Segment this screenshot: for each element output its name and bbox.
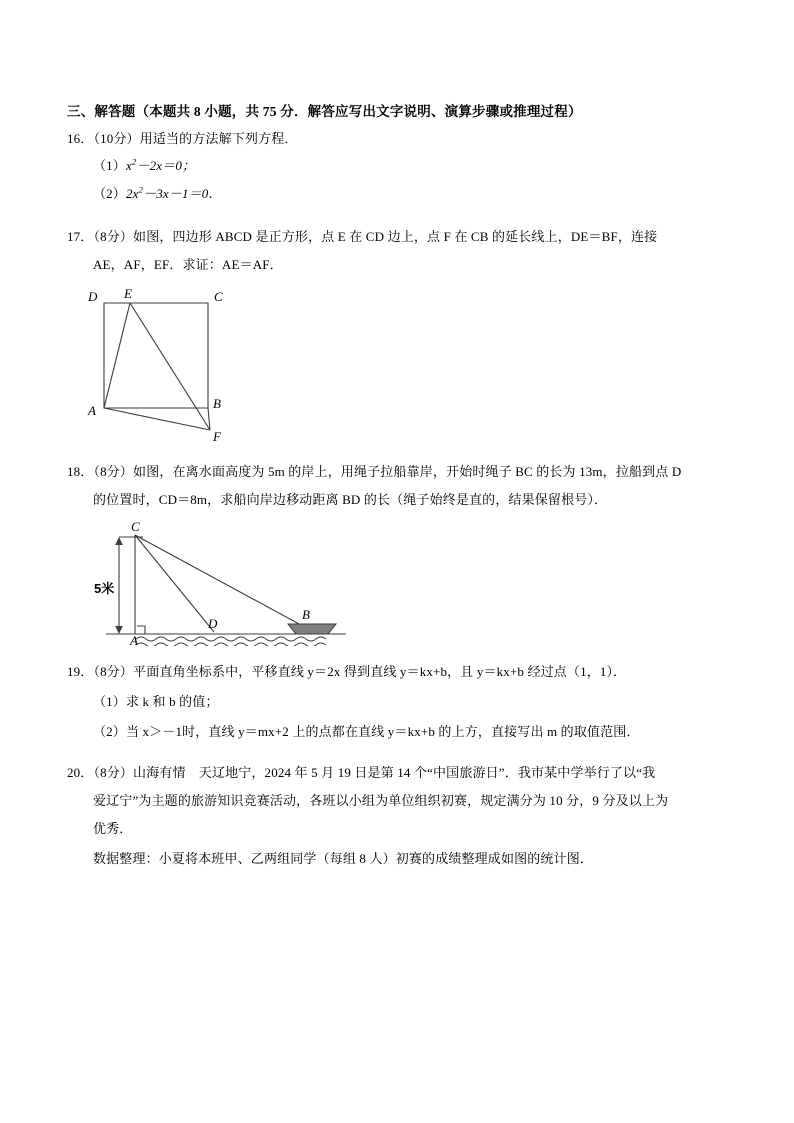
question-18-line-1: 18．（8分）如图，在离水面高度为 5m 的岸上，用绳子拉船靠岸，开始时绳子 BC 的长为 13m，拉船到点 D: [67, 464, 682, 479]
square-abcd-svg: [80, 283, 245, 448]
vertex-label-B: B: [213, 396, 221, 411]
point-label-D: D: [208, 616, 218, 631]
boat-shape: [288, 624, 336, 634]
vertex-label-E: E: [124, 286, 132, 301]
question-19-part-1: （1）求 k 和 b 的值；: [93, 694, 219, 709]
question-20-line-3: 优秀．: [93, 821, 133, 836]
vertex-label-F: F: [213, 429, 221, 444]
height-label-5m: 5米: [94, 581, 115, 596]
right-angle-mark-A: [137, 626, 145, 634]
question-18-line-2: 的位置时，CD＝8m，求船向岸边移动距离 BD 的长（绳子始终是直的，结果保留根号）．: [93, 492, 608, 507]
point-label-A: A: [130, 633, 138, 646]
vertex-label-C: C: [214, 289, 223, 304]
boat-rope-diagram: [88, 518, 348, 646]
question-20-line-4: 数据整理：小夏将本班甲、乙两组同学（每组 8 人）初赛的成绩整理成如图的统计图．: [93, 851, 594, 866]
rope-CB: [135, 535, 312, 631]
segment-AF: [104, 408, 210, 430]
q16-part2-label: （2）: [93, 186, 126, 201]
rope-CD: [135, 535, 214, 632]
dimension-arrow-up: [115, 537, 123, 545]
segment-EF: [130, 303, 210, 430]
question-17-line-2: AE，AF，EF．求证：AE＝AF．: [93, 257, 283, 272]
question-20-line-2: 爱辽宁”为主题的旅游知识竞赛活动，各班以小组为单位组织初赛，规定满分为 10 分，9 分及以上为: [93, 793, 669, 808]
question-17-line-1: 17．（8分）如图，四边形 ABCD 是正方形，点 E 在 CD 边上，点 F 在 CB 的延长线上，DE＝BF，连接: [67, 229, 658, 244]
segment-EA: [104, 303, 130, 408]
vertex-label-D: D: [88, 289, 98, 304]
question-16-part-2: [93, 186, 222, 202]
vertex-label-A: A: [88, 403, 96, 418]
q16-part1-expression: $x^2-2x=0$；: [125, 156, 196, 173]
question-16-stem: 16．（10分）用适当的方法解下列方程．: [67, 131, 298, 146]
q16-part1-label: （1）: [93, 158, 126, 173]
section-heading: 三、解答题（本题共 8 小题，共 75 分．解答应写出文字说明、演算步骤或推理过程）: [67, 104, 582, 119]
water-wave-2: [136, 643, 326, 646]
dimension-arrow-down: [115, 626, 123, 634]
water-wave-1: [136, 637, 326, 641]
question-16-part-1: [93, 158, 195, 174]
point-label-C: C: [131, 519, 140, 534]
q16-part2-expression: $2x^2-3x-1=0$．: [125, 184, 222, 201]
square-outline: [104, 303, 208, 408]
question-20-line-1: 20．（8分）山海有情 天辽地宁，2024 年 5 月 19 日是第 14 个“中国旅游日”．我市某中学举行了以“我: [67, 765, 656, 780]
question-19-line-1: 19．（8分）平面直角坐标系中，平移直线 y＝2x 得到直线 y＝kx+b，且 y＝kx+b 经过点（1，1）．: [67, 664, 627, 679]
square-abcd-diagram: [80, 283, 245, 448]
point-label-B: B: [302, 607, 310, 622]
boat-rope-svg: [88, 518, 348, 646]
question-19-part-2: （2）当 x＞－1时，直线 y＝mx+2 上的点都在直线 y＝kx+b 的上方，直接写出 m 的取值范围．: [93, 724, 640, 739]
